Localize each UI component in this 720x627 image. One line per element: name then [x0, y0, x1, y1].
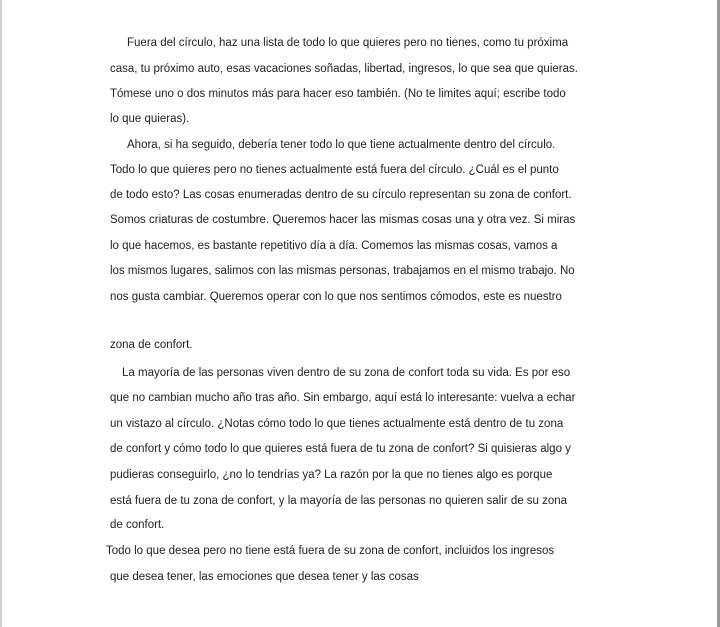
- text-line: de confort.: [110, 519, 165, 531]
- text-line: nos gusta cambiar. Queremos operar con lo que nos sentimos cómodos, este es nuestro: [110, 291, 562, 303]
- text-line: lo que quieras).: [110, 113, 190, 125]
- text-line: de todo esto? Las cosas enumeradas dentro de su círculo representan su zona de confort.: [110, 189, 572, 201]
- text-line: pudieras conseguirlo, ¿no lo tendrías ya? La razón por la que no tienes algo es porque: [110, 469, 553, 481]
- text-line: lo que hacemos, es bastante repetitivo día a día. Comemos las mismas cosas, vamos a: [110, 240, 558, 252]
- text-line: los mismos lugares, salimos con las mismas personas, trabajamos en el mismo trabajo. No: [110, 265, 575, 277]
- text-line: está fuera de tu zona de confort, y la mayoría de las personas no quieren salir de su zona: [110, 495, 568, 507]
- text-line: Tómese uno o dos minutos más para hacer eso también. (No te limites aquí; escribe todo: [110, 88, 566, 100]
- text-line: La mayoría de las personas viven dentro de su zona de confort toda su vida. Es por eso: [122, 367, 571, 379]
- text-line: Todo lo que desea pero no tiene está fuera de su zona de confort, incluidos los ingresos: [106, 545, 555, 557]
- text-line: Todo lo que quieres pero no tienes actualmente está fuera del círculo. ¿Cuál es el punto: [110, 164, 559, 176]
- text-line: que desea tener, las emociones que desea tener y las cosas: [110, 571, 419, 583]
- text-line: Somos criaturas de costumbre. Queremos hacer las mismas cosas una y otra vez. Si miras: [110, 214, 576, 226]
- text-line: un vistazo al círculo. ¿Notas cómo todo lo que tienes actualmente está dentro de tu zona: [110, 418, 564, 430]
- text-line: zona de confort.: [110, 339, 193, 351]
- text-line: Ahora, si ha seguido, debería tener todo lo que tiene actualmente dentro del círculo.: [127, 139, 556, 151]
- text-line: de confort y cómo todo lo que quieres está fuera de tu zona de confort? Si quisieras algo y: [110, 443, 571, 455]
- text-line: casa, tu próximo auto, esas vacaciones soñadas, libertad, ingresos, lo que sea que quieras.: [110, 63, 578, 75]
- text-line: Fuera del círculo, haz una lista de todo lo que quieres pero no tienes, como tu próxima: [127, 37, 569, 49]
- text-line: que no cambian mucho año tras año. Sin embargo, aquí está lo interesante: vuelva a echar: [110, 392, 576, 404]
